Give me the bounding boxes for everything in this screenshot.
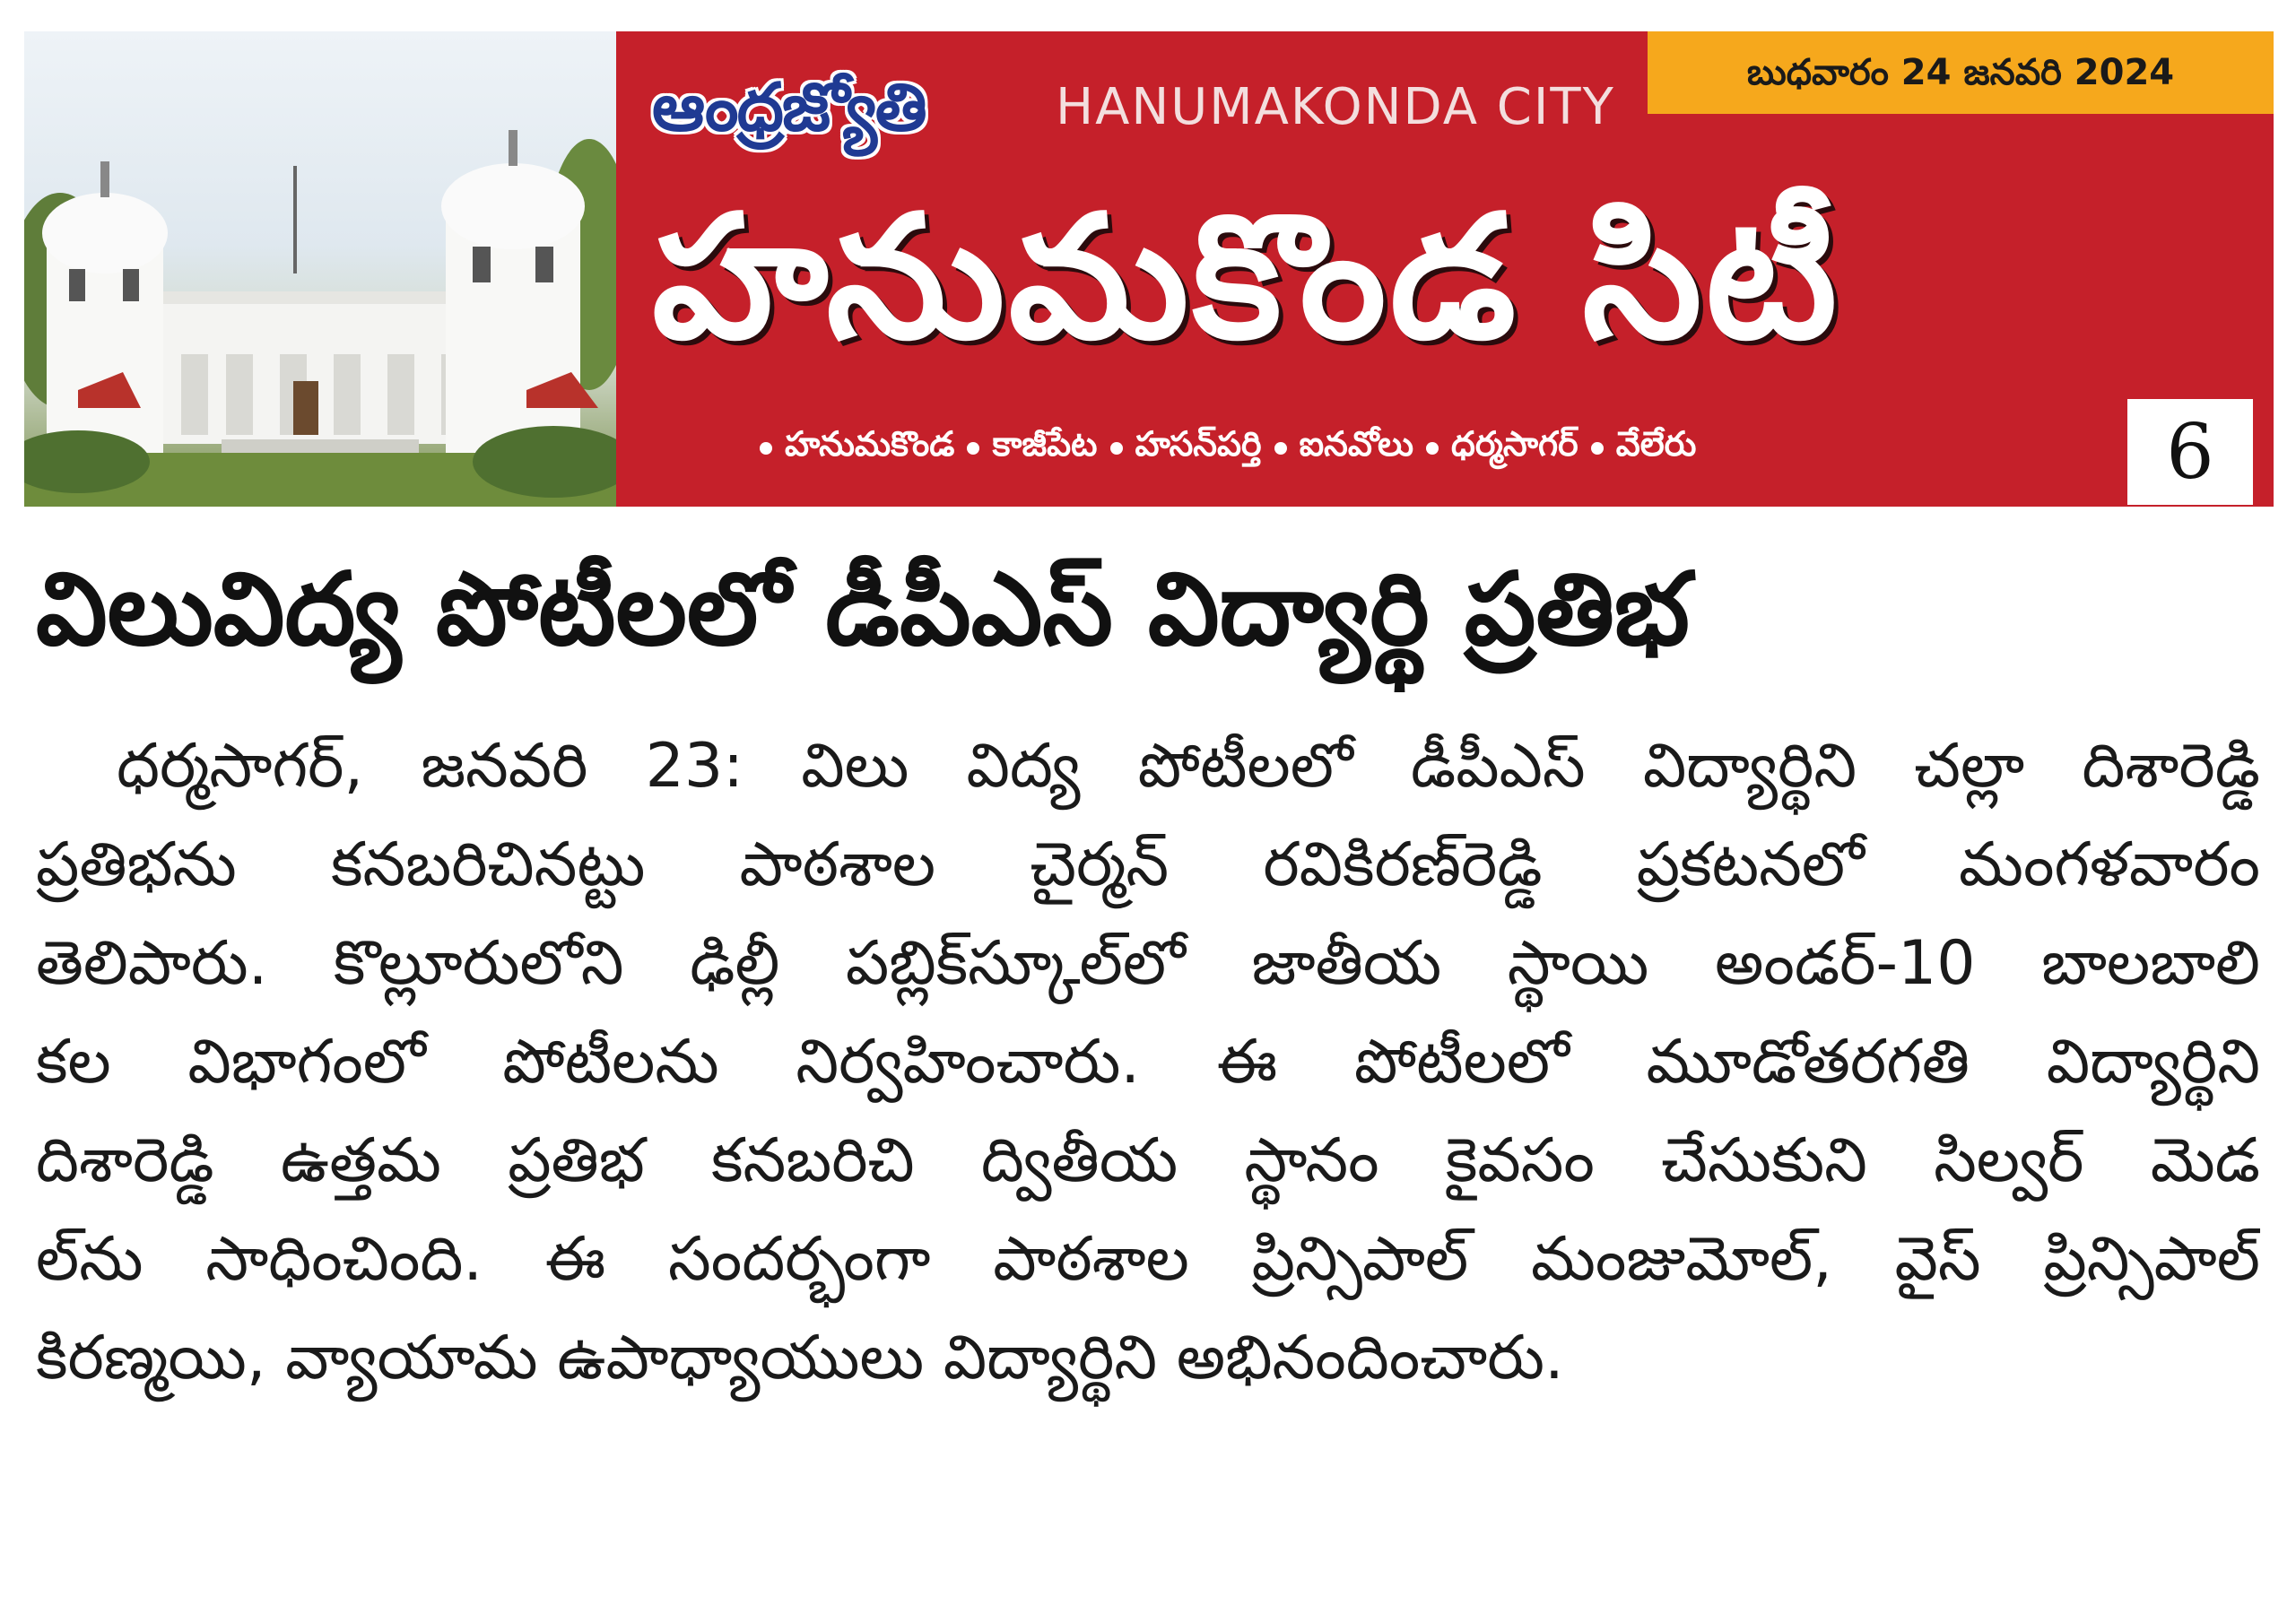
edition-name: HANUMAKONDA CITY	[1056, 78, 1615, 136]
masthead	[24, 31, 2274, 507]
area-item: ఐనవోలు	[1299, 424, 1414, 464]
area-item: హసన్‌పర్తి	[1135, 424, 1262, 464]
newspaper-logo: ఆంధ్రజ్యోతి	[652, 69, 926, 146]
masthead-banner	[616, 31, 2274, 507]
city-title: హనుమకొండ సిటీ	[652, 178, 1841, 377]
article-line: ల్‌ను సాధించింది. ఈ సందర్భంగా పాఠశాల ప్రిన్సిపాల్ మంజుమోల్, వైస్ ప్రిన్సిపాల్	[36, 1224, 2260, 1295]
article-line: తెలిపారు. కొల్లూరులోని ఢిల్లీ పబ్లిక్‌స్కూల్‌లో జాతీయ స్థాయి అండర్-10 బాలబాలి	[36, 928, 2260, 999]
page-number: 6	[2127, 399, 2253, 505]
area-item: హనుమకొండ	[785, 424, 955, 464]
article-body	[36, 717, 2260, 1408]
bullet-icon	[760, 442, 772, 455]
building-photo	[24, 31, 616, 507]
article-line: ప్రతిభను కనబరిచినట్టు పాఠశాల చైర్మన్ రవికిరణ్‌రెడ్డి ప్రకటనలో మంగళవారం	[36, 829, 2260, 900]
bullet-icon	[1426, 442, 1439, 455]
palace-illustration	[24, 31, 616, 507]
article-headline: విలువిద్య పోటీలలో డీపీఎస్ విద్యార్థి ప్రతిభ	[36, 551, 1690, 668]
bullet-icon	[1110, 442, 1123, 455]
bullet-icon	[1591, 442, 1604, 455]
article-line: ధర్మసాగర్, జనవరి 23: విలు విద్య పోటీలలో డీపీఎస్ విద్యార్థిని చల్లా దిశారెడ్డి	[117, 731, 2260, 802]
bullet-icon	[1274, 442, 1287, 455]
article-line: దిశారెడ్డి ఉత్తమ ప్రతిభ కనబరిచి ద్వితీయ స్థానం కైవసం చేసుకుని సిల్వర్ మెడ	[36, 1125, 2260, 1196]
article-line: కిరణ్మయి, వ్యాయామ ఉపాధ్యాయులు విద్యార్థిని అభినందించారు.	[36, 1323, 1564, 1393]
date-box: బుధవారం 24 జనవరి 2024	[1648, 31, 2274, 114]
area-item: కాజీపేట	[992, 424, 1098, 464]
article-line: కల విభాగంలో పోటీలను నిర్వహించారు. ఈ పోటీలలో మూడోతరగతి విద్యార్థిని	[36, 1027, 2260, 1098]
area-list	[760, 417, 1696, 480]
area-item: ధర్మసాగర్	[1451, 424, 1578, 464]
bullet-icon	[967, 442, 979, 455]
area-item: వేలేరు	[1615, 424, 1697, 464]
